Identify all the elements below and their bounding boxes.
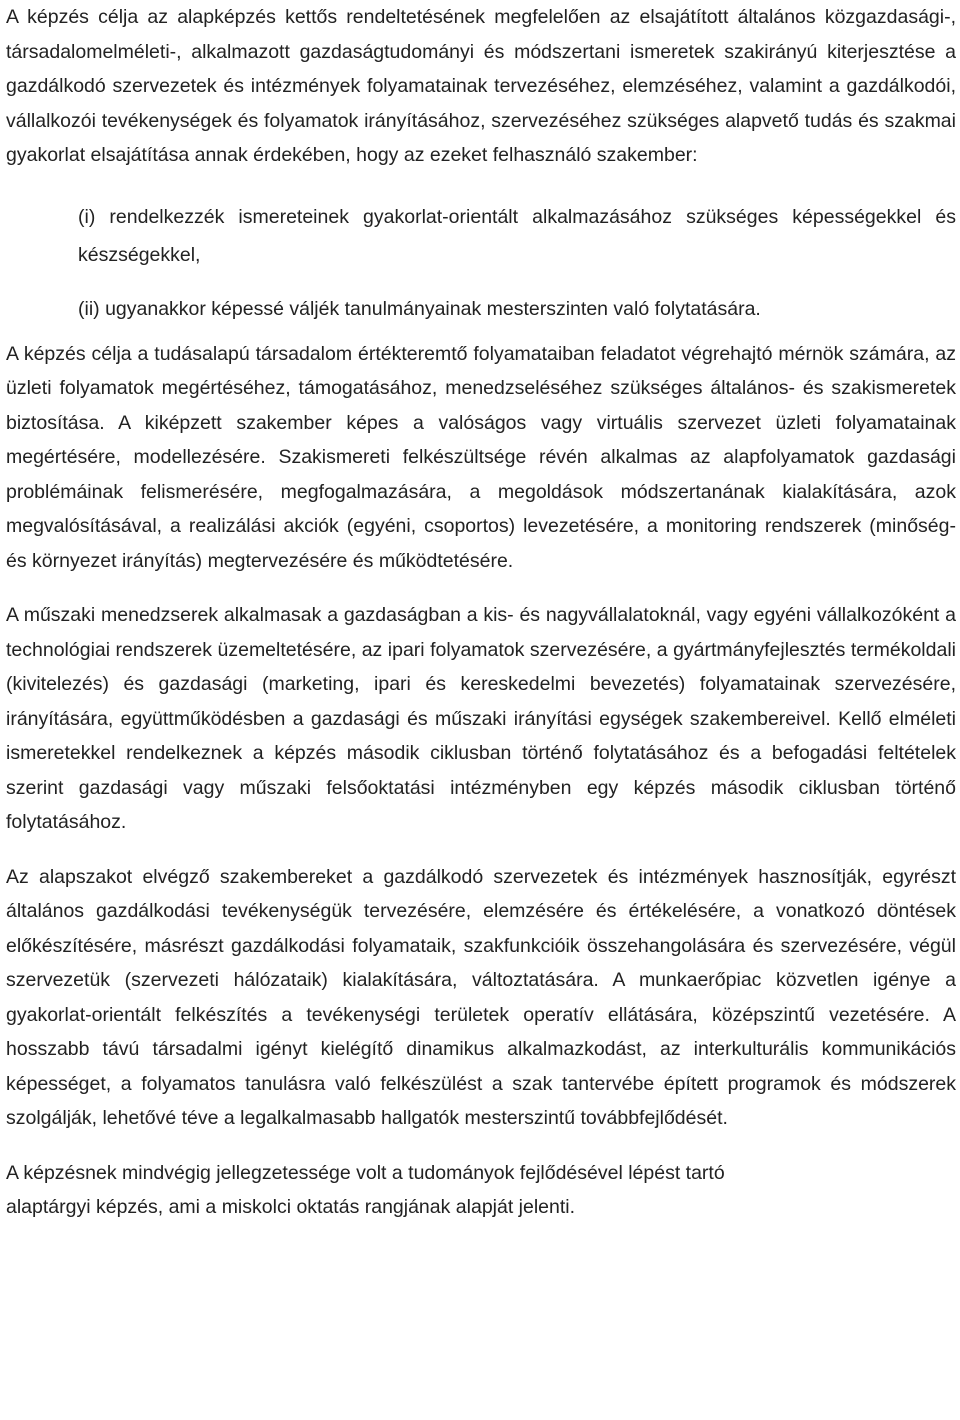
paragraph-graduates-employment: Az alapszakot elvégző szakembereket a gazdálkodó szervezetek és intézmények hasznosítják, egyrészt általános gazdálkodási tevékenységük tervezésére, elemzésére és értékelésére, a vonatkozó döntések előkészítésére, másrészt gazdálkodási folyamataik, szakfunkcióik összehangolására és szervezésére, végül szervezetük (szervezeti hálózataik) kialakítására, változtatására. A munkaerőpiac közvetlen igénye a gyakorlat-orientált felkészítés a tevékenységi területek operatív ellátására, középszintű vezetésére. A hosszabb távú társadalmi igényt kielégítő dinamikus alkalmazkodást, az interkulturális kommunikációs képességet, a folyamatos tanulásra való felkészülést a szak tantervébe épített programok és módszerek szolgálják, lehetővé téve a legalkalmasabb hallgatók mesterszintű továbbfejlődését. (6, 865, 956, 1129)
document-page (6, 0, 956, 1225)
list-item-i: (i) rendelkezzék ismereteinek gyakorlat-orientált alkalmazásához szükséges képességekkel és készségekkel, (78, 205, 956, 266)
paragraph-technical-managers: A műszaki menedzserek alkalmasak a gazdaságban a kis- és nagyvállalatoknál, vagy egyéni vállalkozóként a technológiai rendszerek üzemeltetésére, az ipari folyamatok szervezésére, a gyártmányfejlesztés termékoldali (kivitelezés) és gazdasági (marketing, ipari és kereskedelmi bevezetés) folyamatainak szervezésére, irányítására, együttműködésben a gazdasági és műszaki irányítási egységek szakembereivel. Kellő elméleti ismeretekkel rendelkeznek a képzés második ciklusban történő folytatásához és a befogadási feltételek szerint gazdasági vagy műszaki felsőoktatási intézményben egy képzés második ciklusban történő folytatásához. (6, 604, 956, 833)
paragraph-tradition-line-1: A képzésnek mindvégig jellegzetessége volt a tudományok fejlődésével lépést tartó (6, 1161, 725, 1184)
paragraph-tradition (6, 1156, 956, 1225)
paragraph-tradition-line-2: alaptárgyi képzés, ami a miskolci oktatás rangjának alapját jelenti. (6, 1196, 576, 1218)
paragraph-training-goal: A képzés célja az alapképzés kettős rendeltetésének megfelelően az elsajátított általános közgazdasági-, társadalomelméleti-, alkalmazott gazdaságtudományi és módszertani ismeretek szakirányú kiterjesztése a gazdálkodó szervezetek és intézmények folyamatainak tervezéséhez, elemzéséhez, valamint a gazdálkodói, vállalkozói tevékenységek és folyamatok irányításához, szervezéséhez szükséges alapvető tudás és szakmai gyakorlat elsajátítása annak érdekében, hogy az ezeket felhasználó szakember: (6, 6, 956, 166)
paragraph-knowledge-based-society: A képzés célja a tudásalapú társadalom értékteremtő folyamataiban feladatot végrehajtó mérnök számára, az üzleti folyamatok megértéséhez, támogatásához, menedzseléséhez szükséges általános- és szakismeretek biztosítása. A kiképzett szakember képes a valóságos vagy virtuális szervezet üzleti folyamatainak megértésére, modellezésére. Szakismereti felkészültsége révén alkalmas az alapfolyamatok gazdasági problémáinak felismerésére, megfogalmazására, a megoldások módszertanának kialakítására, azok megvalósításával, a realizálási akciók (egyéni, csoportos) levezetésére, a monitoring rendszerek (minőség- és környezet irányítás) megtervezésére és működtetésére. (6, 342, 956, 572)
list-item-ii: (ii) ugyanakkor képessé váljék tanulmányainak mesterszinten való folytatására. (78, 297, 761, 320)
